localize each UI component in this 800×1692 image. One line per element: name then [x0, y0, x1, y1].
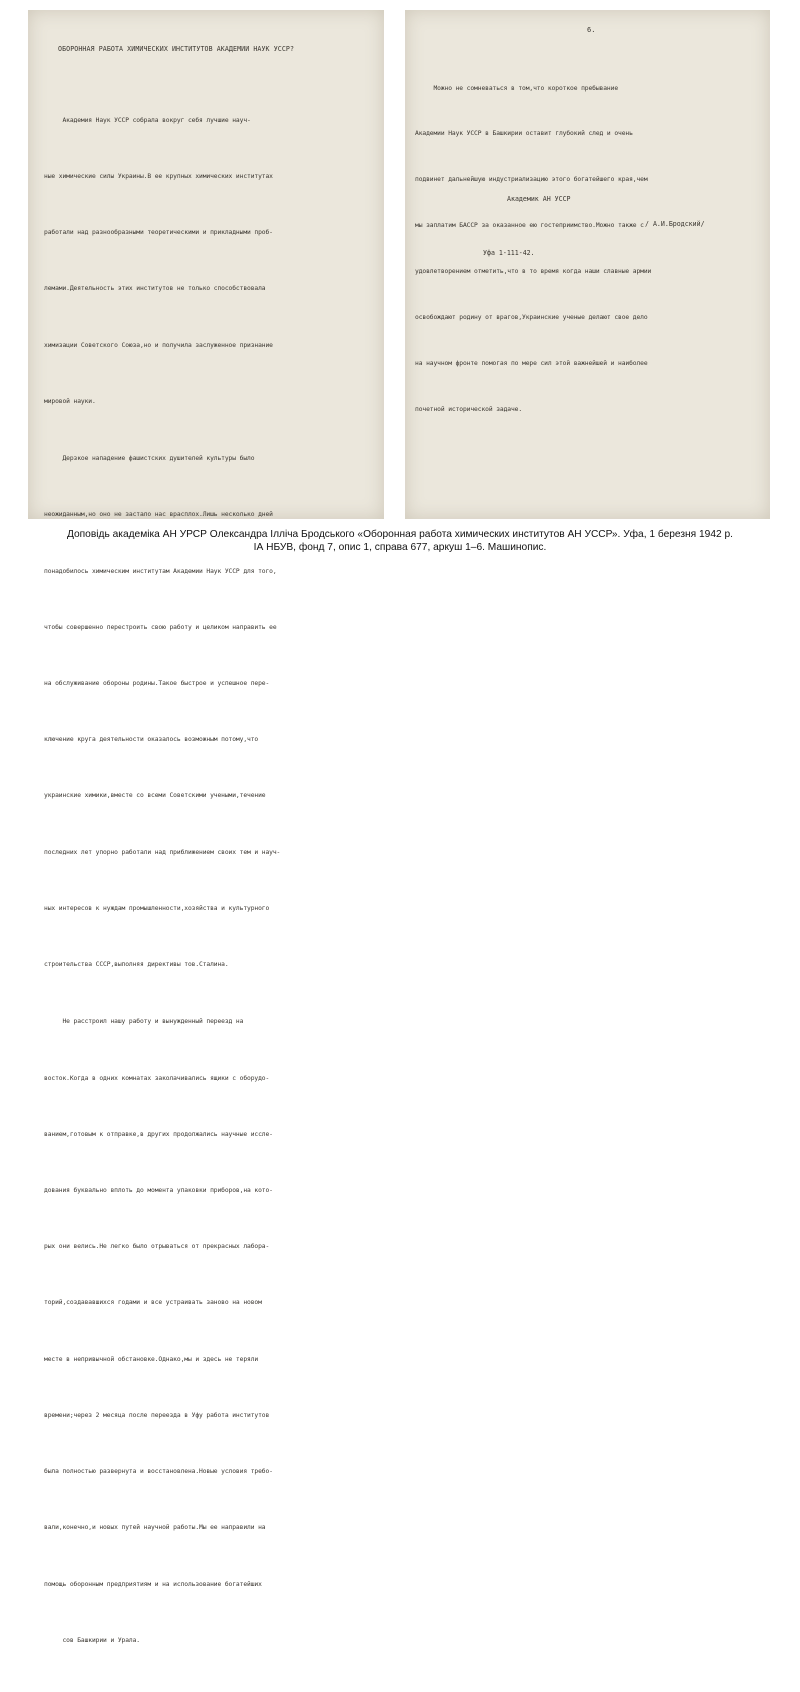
place-date: Уфа 1-111-42.	[483, 249, 535, 257]
text-line: ных интересов к нуждам промышленности,хозяйства и культурного	[44, 904, 270, 912]
text-line: Дерзкое нападение фашистских душителей культуры было	[44, 455, 255, 463]
text-line: помощь оборонным предприятиям и на использование богатейших	[44, 1580, 262, 1588]
text-line: химизации Советского Союза,но и получила заслуженное признание	[44, 341, 273, 349]
caption-line-1: Доповідь академіка АН УРСР Олександра Ілліча Бродського «Оборонная работа химических институтов АН УССР». Уфа, 1 березня 1942 р.	[66, 529, 734, 540]
text-line: ные химические силы Украины.В ее крупных химических институтах	[44, 173, 273, 181]
text-line: ванием,готовым к отправке,в других продолжались научные иссле-	[44, 1130, 273, 1138]
text-line: неожиданным,но оно не застало нас врасплох.Лишь несколько дней	[44, 511, 273, 519]
text-line: мы заплатим БАССР за оказанное ею гостеприимство.Можно также с	[415, 222, 644, 230]
document-page-right	[405, 10, 770, 519]
text-line: последних лет упорно работали над приближением своих тем и науч-	[44, 848, 281, 856]
text-line: Академия Наук УССР собрала вокруг себя лучшие науч-	[44, 116, 251, 124]
text-line: сов Башкирии и Урала.	[44, 1636, 140, 1644]
document-title: ОБОРОННАЯ РАБОТА ХИМИЧЕСКИХ ИНСТИТУТОВ АКАДЕМИИ НАУК УССР?	[58, 45, 295, 53]
text-line: на научном фронте помогая по мере сил этой важнейшей и наиболее	[415, 359, 648, 367]
text-line: Академии Наук УССР в Башкирии оставит глубокий след и очень	[415, 130, 633, 138]
page-number: 6.	[587, 26, 596, 34]
text-line: подвинет дальнейшую индустриализацию этого богатейшего края,чем	[415, 176, 648, 184]
text-line: украинские химики,вместе со всеми Советскими учеными,течение	[44, 792, 266, 800]
text-line: восток.Когда в одних комнатах заколачивались ящики с оборудо-	[44, 1074, 270, 1082]
text-line: торий,создававшихся годами и все устраивать заново на новом	[44, 1299, 262, 1307]
text-line: времени;через 2 месяца после переезда в Уфу работа институтов	[44, 1411, 270, 1419]
text-line: Не расстроил нашу работу и вынужденный переезд на	[44, 1018, 244, 1026]
text-line: рых они велись.Не легко было отрываться от прекрасных лабора-	[44, 1243, 270, 1251]
text-line: была полностью развернута и восстановлена.Новые условия требо-	[44, 1468, 273, 1476]
text-line: освобождают родину от врагов,Украинские ученые делают свое дело	[415, 314, 648, 322]
text-line: вали,конечно,и новых путей научной работы.Мы ее направили на	[44, 1524, 266, 1532]
text-line: дования буквально вплоть до момента упаковки приборов,на кото-	[44, 1186, 273, 1194]
signature-title: Академик АН УССР	[507, 195, 571, 203]
text-line: работали над разнообразными теоретическими и прикладными проб-	[44, 229, 273, 237]
text-line: удовлетворением отметить,что в то время когда наши славные армии	[415, 268, 652, 276]
text-line: ключение круга деятельности оказалось возможным потому,что	[44, 736, 259, 744]
document-page-left	[28, 10, 384, 1644]
text-line: чтобы совершенно перестроить свою работу и целиком направить ее	[44, 623, 277, 631]
caption-line-2: ІА НБУВ, фонд 7, опис 1, справа 677, аркуш 1–6. Машинопис.	[253, 542, 547, 553]
text-line: понадобилось химическим институтам Академии Наук УССР для того,	[44, 567, 277, 575]
signature-name: / А.И.Бродский/	[645, 220, 705, 228]
text-line: на обслуживание обороны родины.Такое быстрое и успешное пере-	[44, 680, 270, 687]
left-page-body	[44, 70, 280, 1692]
text-line: месте в непривычной обстановке.Однако,мы и здесь не теряли	[44, 1355, 259, 1363]
text-line: строительства СССР,выполняя директивы тов.Сталина.	[44, 961, 229, 969]
text-line: лемами.Деятельность этих институтов не только способствовала	[44, 285, 266, 293]
text-line: мировой науки.	[44, 397, 96, 405]
text-line: Можно не сомневаться в том,что короткое пребывание	[415, 84, 619, 92]
text-line: почетной исторической задаче.	[415, 405, 523, 413]
